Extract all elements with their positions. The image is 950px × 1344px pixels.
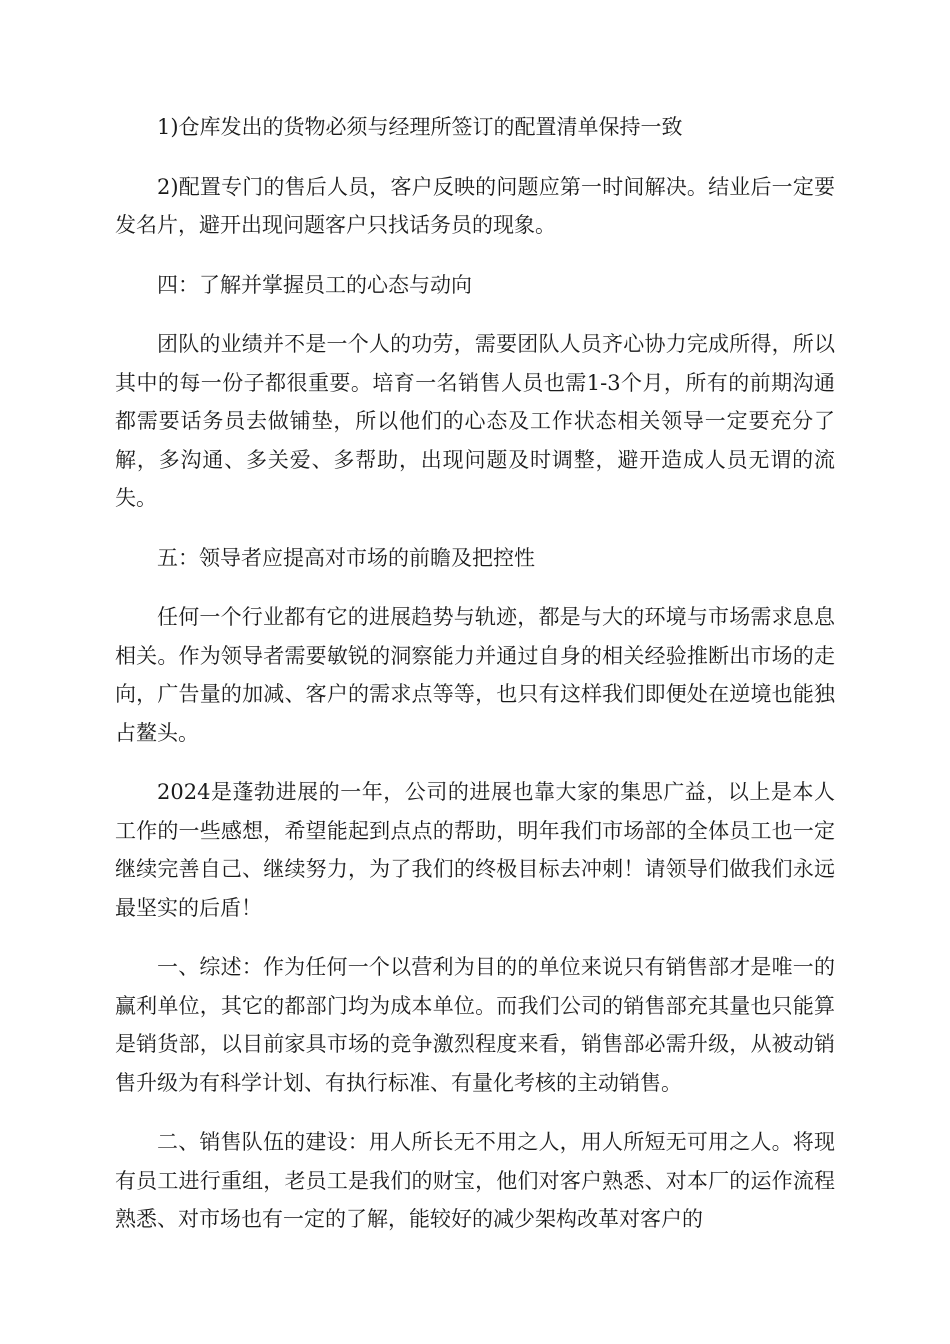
heading-market-foresight: 五：领导者应提高对市场的前瞻及把控性	[157, 545, 535, 570]
document-body	[115, 108, 835, 1260]
paragraph-year-summary: 2024是蓬勃进展的一年，公司的进展也靠大家的集思广益，以上是本人工作的一些感想，希望能起到点点的帮助，明年我们市场部的全体员工也一定继续完善自己、继续努力，为了我们的终极目标去冲刺！请领导们做我们永远最坚实的后盾！	[115, 780, 835, 920]
paragraph-industry-trends: 任何一个行业都有它的进展趋势与轨迹，都是与大的环境与市场需求息息相关。作为领导者需要敏锐的洞察能力并通过自身的相关经验推断出市场的走向，广告量的加减、客户的需求点等等，也只有这样我们即便处在逆境也能独占鳌头。	[115, 605, 835, 745]
paragraph-after-sales: 2)配置专门的售后人员，客户反映的问题应第一时间解决。结业后一定要发名片，避开出现问题客户只找话务员的现象。	[115, 174, 835, 237]
paragraph-team-performance: 团队的业绩并不是一个人的功劳，需要团队人员齐心协力完成所得，所以其中的每一份子都很重要。培育一名销售人员也需1-3个月，所有的前期沟通都需要话务员去做铺垫，所以他们的心态及工作状态相关领导一定要充分了解，多沟通、多关爱、多帮助，出现问题及时调整，避开造成人员无谓的流失。	[115, 332, 835, 510]
paragraph-overview: 一、综述：作为任何一个以营利为目的的单位来说只有销售部才是唯一的赢利单位，其它的都部门均为成本单位。而我们公司的销售部充其量也只能算是销货部，以目前家具市场的竞争激烈程度来看，销售部必需升级，从被动销售升级为有科学计划、有执行标准、有量化考核的主动销售。	[115, 955, 835, 1095]
heading-employee-mindset: 四：了解并掌握员工的心态与动向	[157, 272, 472, 297]
paragraph-warehouse-shipping: 1)仓库发出的货物必须与经理所签订的配置清单保持一致	[157, 115, 683, 139]
paragraph-sales-team: 二、销售队伍的建设：用人所长无不用之人，用人所短无可用之人。将现有员工进行重组，老员工是我们的财宝，他们对客户熟悉、对本厂的运作流程熟悉、对市场也有一定的了解，能较好的减少架构改革对客户的	[115, 1130, 835, 1231]
